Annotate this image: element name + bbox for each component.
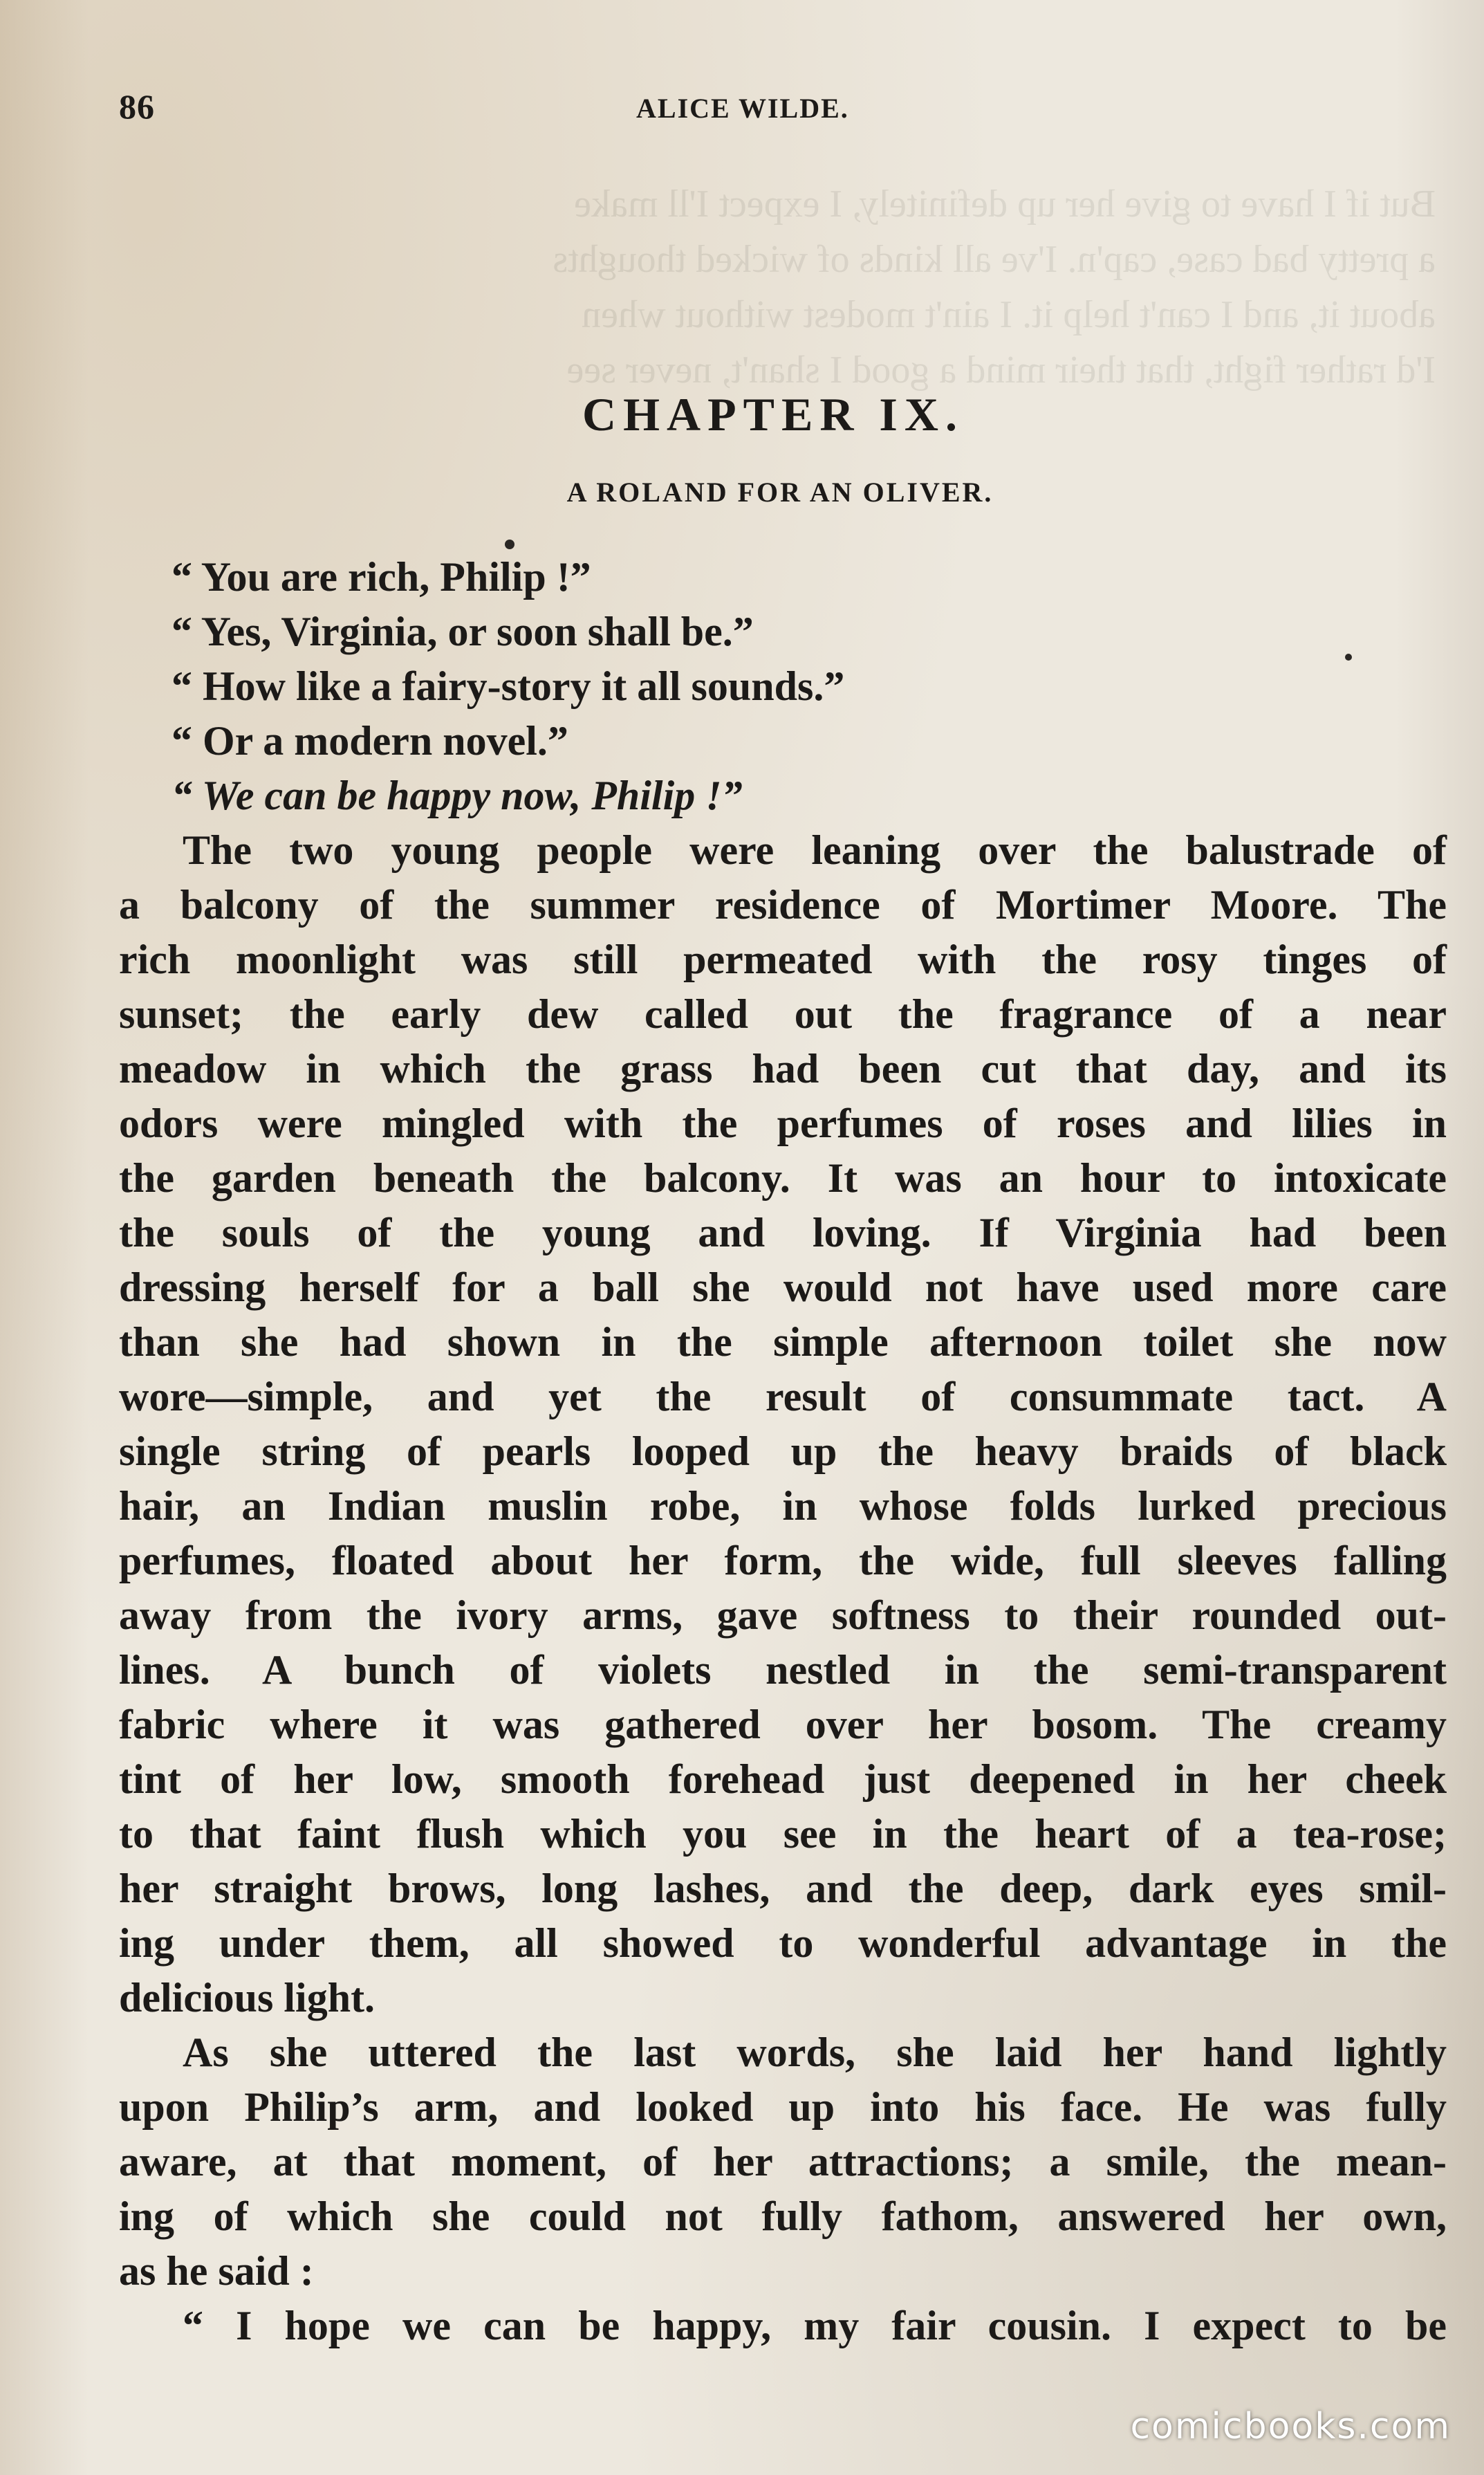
text-line: lines. A bunch of violets nestled in the semi-transparent — [119, 1647, 1447, 1693]
chapter-body — [119, 550, 1447, 2353]
text-line: tint of her low, smooth forehead just deepened in her cheek — [119, 1756, 1447, 1802]
text-line: hair, an Indian muslin robe, in whose folds lurked precious — [119, 1483, 1447, 1529]
bleed-through-text: I'd rather fight, that their mind a good I shan't, never see — [566, 349, 1436, 392]
text-line: meadow in which the grass had been cut that day, and its — [119, 1046, 1447, 1092]
text-line: aware, at that moment, of her attractions; a smile, the mean- — [119, 2139, 1447, 2184]
text-line: single string of pearls looped up the heavy braids of black — [119, 1428, 1447, 1474]
ink-speck — [1345, 654, 1352, 661]
chapter-subtitle: A ROLAND FOR AN OLIVER. — [566, 477, 994, 508]
text-line: odors were mingled with the perfumes of roses and lilies in — [119, 1101, 1447, 1146]
text-line: fabric where it was gathered over her bosom. The creamy — [119, 1702, 1447, 1747]
text-line: As she uttered the last words, she laid her hand lightly — [183, 2030, 1447, 2075]
ink-speck — [505, 540, 514, 549]
text-line: delicious light. — [119, 1975, 375, 2021]
text-line: “ Or a modern novel.” — [171, 718, 568, 764]
text-line: a balcony of the summer residence of Mortimer Moore. The — [119, 882, 1447, 928]
text-line: ing under them, all showed to wonderful advantage in the — [119, 1920, 1447, 1966]
text-line: dressing herself for a ball she would not have used more care — [119, 1264, 1447, 1310]
text-line: than she had shown in the simple afternoon toilet she now — [119, 1319, 1447, 1365]
bleed-through-text: But if I have to give her up definitely, I expect I'll make — [574, 183, 1436, 226]
page-header — [119, 86, 1436, 135]
text-line: rich moonlight was still permeated with the rosy tinges of — [119, 937, 1447, 982]
page-number: 86 — [119, 87, 155, 126]
text-line: “ You are rich, Philip !” — [171, 554, 591, 600]
text-line: ing of which she could not fully fathom, answered her own, — [119, 2193, 1447, 2239]
text-line: The two young people were leaning over the balustrade of — [183, 827, 1447, 873]
chapter-title: CHAPTER IX. — [582, 388, 965, 441]
text-line: sunset; the early dew called out the fragrance of a near — [119, 991, 1447, 1037]
text-line: the garden beneath the balcony. It was an hour to intoxicate — [119, 1155, 1447, 1201]
text-line: wore—simple, and yet the result of consummate tact. A — [119, 1374, 1447, 1419]
text-line: the souls of the young and loving. If Virginia had been — [119, 1210, 1447, 1255]
text-line: “ Yes, Virginia, or soon shall be.” — [171, 609, 754, 654]
text-line: “ I hope we can be happy, my fair cousin. I expect to be — [183, 2303, 1447, 2348]
text-line: “ How like a fairy-story it all sounds.” — [171, 663, 845, 709]
bleed-through-text: about it, and I can't help it. I ain't modest without when — [582, 293, 1436, 336]
text-line: her straight brows, long lashes, and the deep, dark eyes smil- — [119, 1866, 1447, 1911]
text-line: to that faint flush which you see in the heart of a tea-rose; — [119, 1811, 1447, 1857]
running-head: ALICE WILDE. — [636, 93, 849, 124]
text-line: upon Philip’s arm, and looked up into his face. He was fully — [119, 2084, 1447, 2130]
text-line: “ We can be happy now, Philip !” — [171, 773, 743, 818]
text-line: away from the ivory arms, gave softness to their rounded out- — [119, 1592, 1447, 1638]
text-line: perfumes, floated about her form, the wide, full sleeves falling — [119, 1538, 1447, 1583]
text-line: as he said : — [119, 2248, 314, 2294]
watermark: comicbooks.com — [1130, 2406, 1451, 2447]
bleed-through-text: a pretty bad case, cap'n. I've all kinds of wicked thoughts — [553, 238, 1436, 281]
